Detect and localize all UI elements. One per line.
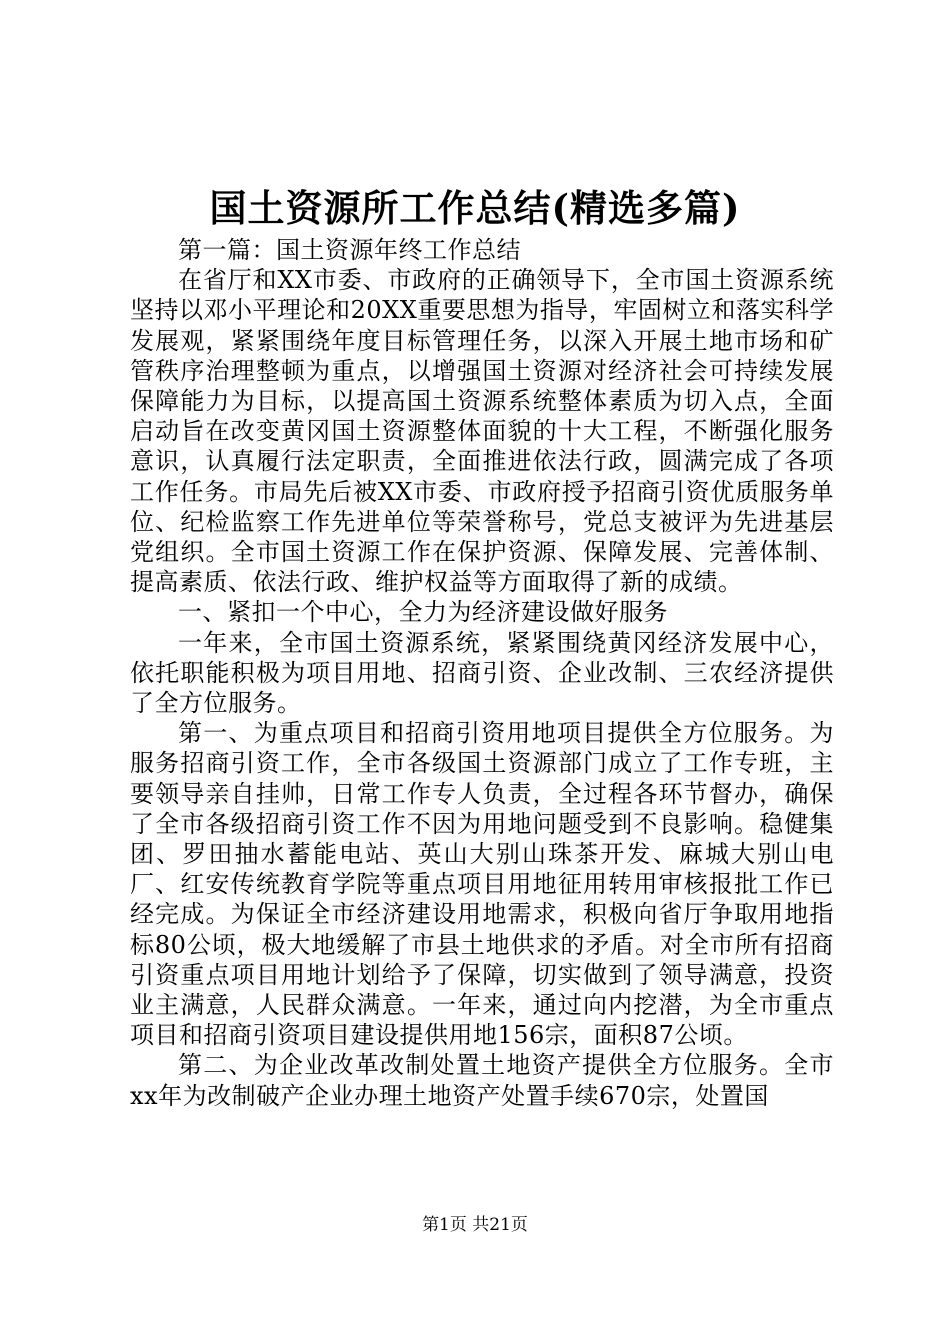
document-body [130,235,834,1111]
body-paragraph: 第一、为重点项目和招商引资用地项目提供全方位服务。为服务招商引资工作，全市各级国土资源部门成立了工作专班，主要领导亲自挂帅，日常工作专人负责，全过程各环节督办，确保了全市各级招商引资工作不因为用地问题受到不良影响。稳健集团、罗田抽水蓄能电站、英山大别山珠茶开发、麻城大别山电厂、红安传统教育学院等重点项目用地征用转用审核报批工作已经完成。为保证全市经济建设用地需求，积极向省厅争取用地指标80公顷，极大地缓解了市县土地供求的矛盾。对全市所有招商引资重点项目用地计划给予了保障，切实做到了领导满意，投资业主满意，人民群众满意。一年来，通过向内挖潜，为全市重点项目和招商引资项目建设提供用地156宗，面积87公顷。 [130,719,834,1050]
section-heading: 第一篇：国土资源年终工作总结 [178,236,521,264]
body-paragraph: 一年来，全市国土资源系统，紧紧围绕黄冈经济发展中心，依托职能积极为项目用地、招商引资、企业改制、三农经济提供了全方位服务。 [130,628,834,718]
body-paragraph: 第二、为企业改革改制处置土地资产提供全方位服务。全市xx年为改制破产企业办理土地资产处置手续670宗，处置国 [130,1051,834,1110]
section-heading: 一、紧扣一个中心，全力为经济建设做好服务 [178,598,668,627]
document-title: 国土资源所工作总结(精选多篇) [209,186,741,230]
body-paragraph: 在省厅和XX市委、市政府的正确领导下，全市国土资源系统坚持以邓小平理论和20XX重要思想为指导，牢固树立和落实科学发展观，紧紧围绕年度目标管理任务，以深入开展土地市场和矿管秩序治理整顿为重点，以增强国土资源对经济社会可持续发展保障能力为目标，以提高国土资源系统整体素质为切入点，全面启动旨在改变黄冈国土资源整体面貌的十大工程，不断强化服务意识，认真履行法定职责，全面推进依法行政，圆满完成了各项工作任务。市局先后被XX市委、市政府授予招商引资优质服务单位、纪检监察工作先进单位等荣誉称号，党总支被评为先进基层党组织。全市国土资源工作在保护资源、保障发展、完善体制、提高素质、依法行政、维护权益等方面取得了新的成绩。 [130,266,834,597]
page-footer: 第1页 共21页 [422,1215,528,1235]
